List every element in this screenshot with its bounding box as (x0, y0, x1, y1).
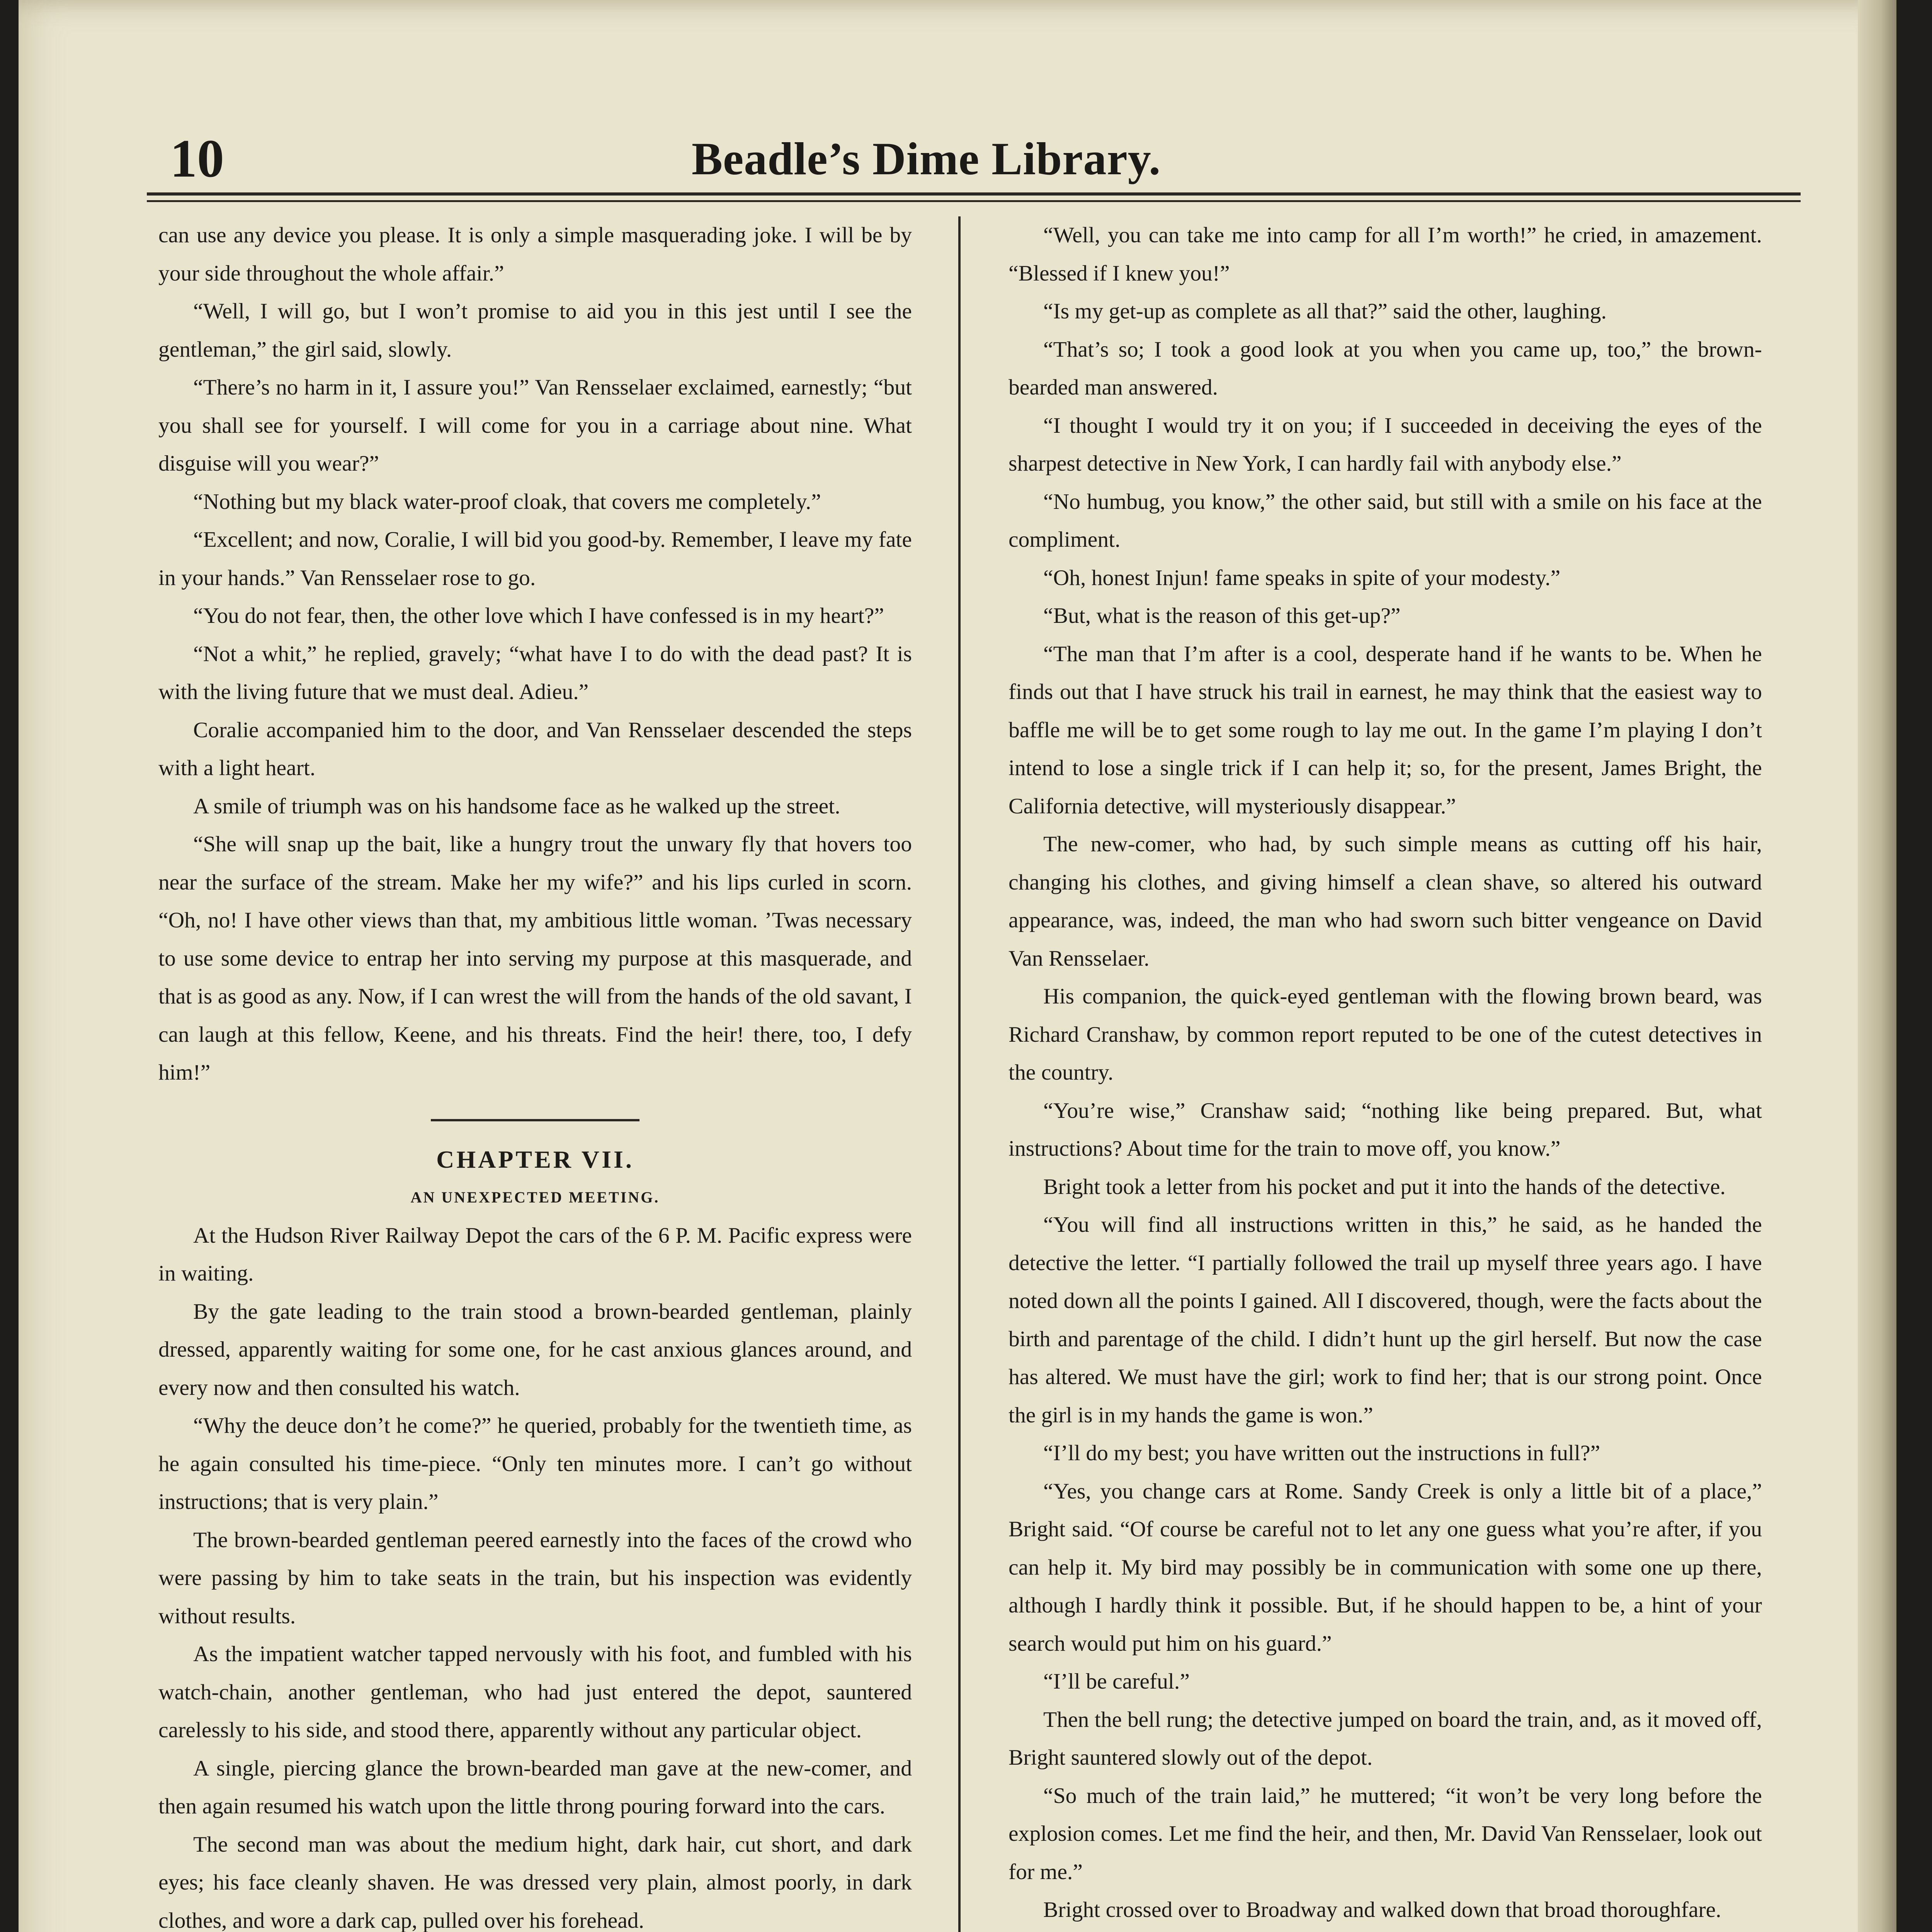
column-divider (958, 216, 961, 1932)
paragraph: “But, what is the reason of this get-up?” (1043, 604, 1401, 628)
paragraph: Bright took a letter from his pocket and put it into the hands of the detective. (1043, 1174, 1726, 1199)
paragraph: “No humbug, you know,” the other said, but still with a smile on his face at the compliment. (1009, 489, 1762, 552)
paragraph: “Why the deuce don’t he come?” he queried, probably for the twentieth time, as he again consulted his time-piece. “Only ten minutes more. I can’t go without instructions; that is very plain.” (158, 1413, 912, 1514)
paragraph: “Well, you can take me into camp for all I’m worth!” he cried, in amazement. “Blessed if I knew you!” (1009, 223, 1762, 286)
paragraph: “I thought I would try it on you; if I succeeded in deceiving the eyes of the sharpest detective in New York, I can hardly fail with anybody else.” (1009, 413, 1762, 476)
paragraph: The second man was about the medium hight, dark hair, cut short, and dark eyes; his face cleanly shaven. He was dressed very plain, almost poorly, in dark clothes, and wore a dark cap, pulled over his forehead. (158, 1832, 912, 1932)
left-column-text-before-chapter (158, 216, 912, 1092)
page-edge (1858, 0, 1896, 1932)
paragraph: “I’ll be careful.” (1043, 1669, 1190, 1694)
header-rule (147, 192, 1801, 196)
paragraph: can use any device you please. It is only a simple masquerading joke. I will be by your side throughout the whole affair.” (158, 223, 912, 286)
paragraph: As the impatient watcher tapped nervously with his foot, and fumbled with his watch-chain, another gentleman, who had just entered the depot, sauntered carelessly to his side, and stood there, apparently without any particular object. (158, 1642, 912, 1742)
paragraph: “The man that I’m after is a cool, desperate hand if he wants to be. When he finds out that I have struck his trail in earnest, he may think that the easiest way to baffle me will be to get some rough to lay me out. In the game I’m playing I don’t intend to lose a single trick if I can help it; so, for the present, James Bright, the California detective, will mysteriously disappear.” (1009, 641, 1762, 818)
paragraph: Coralie accompanied him to the door, and Van Rensselaer descended the steps with a light heart. (158, 718, 912, 780)
paragraph: “Not a whit,” he replied, gravely; “what have I to do with the dead past? It is with the living future that we must deal. Adieu.” (158, 641, 912, 704)
header-rule-thin (147, 200, 1801, 202)
left-column-text-after-chapter (158, 1217, 912, 1932)
publication-title: Beadle’s Dime Library. (692, 133, 1161, 184)
paragraph: “Nothing but my black water-proof cloak, that covers me completely.” (193, 489, 821, 514)
paragraph: By the gate leading to the train stood a brown-bearded gentleman, plainly dressed, apparently waiting for some one, for he cast anxious glances around, and every now and then consulted his watch. (158, 1299, 912, 1400)
paragraph: “There’s no harm in it, I assure you!” Van Rensselaer exclaimed, earnestly; “but you shall see for yourself. I will come for you in a carriage about nine. What disguise will you wear?” (158, 375, 912, 476)
paragraph: A single, piercing glance the brown-bearded man gave at the new-comer, and then again resumed his watch upon the little throng pouring forward into the cars. (158, 1756, 912, 1818)
paragraph: Then the bell rung; the detective jumped on board the train, and, as it moved off, Bright sauntered slowly out of the depot. (1009, 1707, 1762, 1770)
paragraph: Bright crossed over to Broadway and walked down that broad thoroughfare. (1043, 1898, 1721, 1922)
paragraph: “That’s so; I took a good look at you when you came up, too,” the brown-bearded man answered. (1009, 337, 1762, 400)
right-column (1009, 216, 1762, 1932)
chapter-subtitle: AN UNEXPECTED MEETING. (410, 1189, 660, 1206)
paragraph: His companion, the quick-eyed gentleman with the flowing brown beard, was Richard Cranshaw, by common report reputed to be one of the cutest detectives in the country. (1009, 984, 1762, 1085)
left-column (158, 216, 912, 1932)
chapter-rule (431, 1119, 639, 1121)
paragraph: “She will snap up the bait, like a hungry trout the unwary fly that hovers too near the surface of the stream. Make her my wife?” and his lips curled in scorn. “Oh, no! I have other views than that, my ambitious little woman. ’Twas necessary to use some device to entrap her into serving my purpose at this masquerade, and that is as good as any. Now, if I can wrest the will from the hands of the old savant, I can laugh at this fellow, Keene, and his threats. Find the heir! there, too, I defy him!” (158, 832, 912, 1085)
paragraph: A smile of triumph was on his handsome face as he walked up the street. (193, 794, 840, 818)
page-number: 10 (170, 129, 224, 189)
page-header (147, 128, 1801, 197)
right-column-text (1009, 216, 1762, 1932)
paragraph: “Is my get-up as complete as all that?” said the other, laughing. (1043, 299, 1607, 323)
paragraph: “You do not fear, then, the other love which I have confessed is in my heart?” (193, 604, 884, 628)
paragraph (1009, 1929, 1762, 1932)
paragraph: “So much of the train laid,” he muttered; “it won’t be very long before the explosion comes. Let me find the heir, and then, Mr. David Van Rensselaer, look out for me.” (1009, 1783, 1762, 1884)
paragraph: “Yes, you change cars at Rome. Sandy Creek is only a little bit of a place,” Bright said. “Of course be careful not to let any one guess what you’re after, if you can help it. My bird may possibly be in communication with some one up there, although I hardly think it possible. But, if he should happen to be, a hint of your search would put him on his guard.” (1009, 1479, 1762, 1656)
paragraph: “Oh, honest Injun! fame speaks in spite of your modesty.” (1043, 565, 1561, 590)
paragraph: The brown-bearded gentleman peered earnestly into the faces of the crowd who were passing by him to take seats in the train, but his inspection was evidently without results. (158, 1527, 912, 1628)
paragraph: “Excellent; and now, Coralie, I will bid you good-by. Remember, I leave my fate in your hands.” Van Rensselaer rose to go. (158, 527, 912, 590)
paragraph: At the Hudson River Railway Depot the cars of the 6 P. M. Pacific express were in waiting. (158, 1223, 912, 1286)
paragraph: “You’re wise,” Cranshaw said; “nothing like being prepared. But, what instructions? About time for the train to move off, you know.” (1009, 1098, 1762, 1161)
paragraph: The new-comer, who had, by such simple means as cutting off his hair, changing his clothes, and giving himself a clean shave, so altered his outward appearance, was, indeed, the man who had sworn such bitter vengeance on David Van Rensselaer. (1009, 832, 1762, 971)
paragraph: “I’ll do my best; you have written out the instructions in full?” (1043, 1441, 1600, 1465)
paragraph: “Well, I will go, but I won’t promise to aid you in this jest until I see the gentleman,” the girl said, slowly. (158, 299, 912, 362)
chapter-title: CHAPTER VII. (436, 1145, 634, 1173)
paragraph: “You will find all instructions written in this,” he said, as he handed the detective the letter. “I partially followed the trail up myself three years ago. I have noted down all the points I gained. All I discovered, though, were the facts about the birth and parentage of the child. I didn’t hunt up the girl herself. But now the case has altered. We must have the girl; work to find her; that is our strong point. Once the girl is in my hands the game is won.” (1009, 1213, 1762, 1427)
